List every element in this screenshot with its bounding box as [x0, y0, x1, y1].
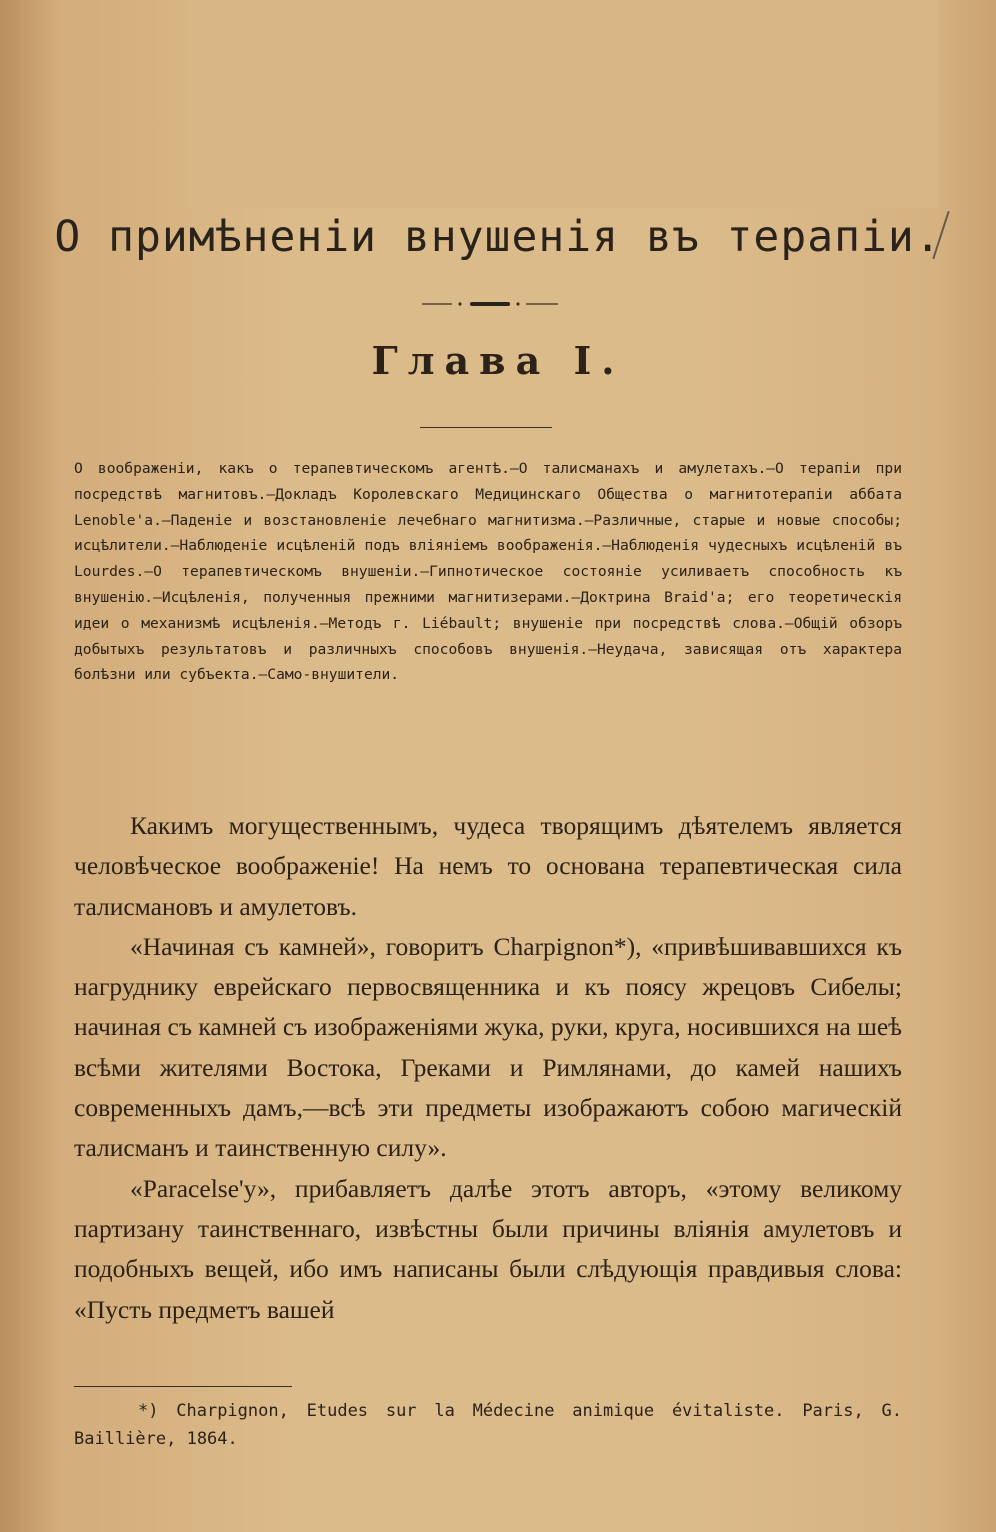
- blank-paper-area: [188, 0, 938, 208]
- footnote-divider: [74, 1386, 292, 1387]
- paragraph-1: Какимъ могущественнымъ, чудеса творящимъ дѣятелемъ является человѣческое воображеніе! На немъ то основана терапевтическая сила талисмановъ и амулетовъ.: [74, 811, 902, 921]
- page-title: О примѣненіи внушенія въ терапіи.: [54, 212, 942, 262]
- paragraph-3: «Paracelse'у», прибавляетъ далѣе этотъ авторъ, «этому великому партизану таинственнаго, извѣстны были причины вліянія амулетовъ и подобныхъ вещей, ибо имъ написаны были слѣдующія правдивыя слова: «Пусть предметъ вашей: [74, 1173, 902, 1324]
- chapter-divider: [420, 427, 552, 428]
- main-text: [74, 806, 902, 1330]
- footnote: [74, 1397, 902, 1453]
- paragraph-2: «Начиная съ камней», говоритъ Charpignon*), «привѣшивавшихся къ нагруднику еврейскаго первосвященника и къ поясу жрецовъ Сибелы; начиная съ камней съ изображеніями жука, руки, круга, носившихся на шеѣ всѣми жителями Востока, Греками и Римлянами, до камей нашихъ современныхъ дамъ,—всѣ эти предметы изображаютъ собою магическій талисманъ и таинственную силу».: [74, 931, 902, 1163]
- chapter-summary: О воображеніи, какъ о терапевтическомъ агентѣ.—О талисманахъ и амулетахъ.—О терапіи при посредствѣ магнитовъ.—Докладъ Королевскаго Медицинскаго Общества о магнитотерапіи аббата Lenoble'а.—Паденіе и возстановленіе лечебнаго магнитизма.—Различные, старые и новые способы; исцѣлители.—Наблюденіе исцѣленій подъ вліяніемъ воображенія.—Наблюденія чудесныхъ исцѣленій въ Lourdes.—О терапевтическомъ внушеніи.—Гипнотическое состояніе усиливаетъ способность къ внушенію.—Исцѣленія, полученныя прежними магнитизерами.—Доктрина Braid'а; его теоретическія идеи о механизмѣ исцѣленія.—Методъ г. Liébault; внушеніе при посредствѣ слова.—Общій обзоръ добытыхъ результатовъ и различныхъ способовъ внушенія.—Неудача, зависящая отъ характера болѣзни или субъекта.—Само-внушители.: [74, 460, 902, 684]
- footnote-text: *) Charpignon, Etudes sur la Médecine animique évitaliste. Paris, G. Baillière, 1864.: [74, 1401, 902, 1449]
- title-ornament: [420, 300, 560, 308]
- chapter-heading: Глава I.: [371, 338, 625, 383]
